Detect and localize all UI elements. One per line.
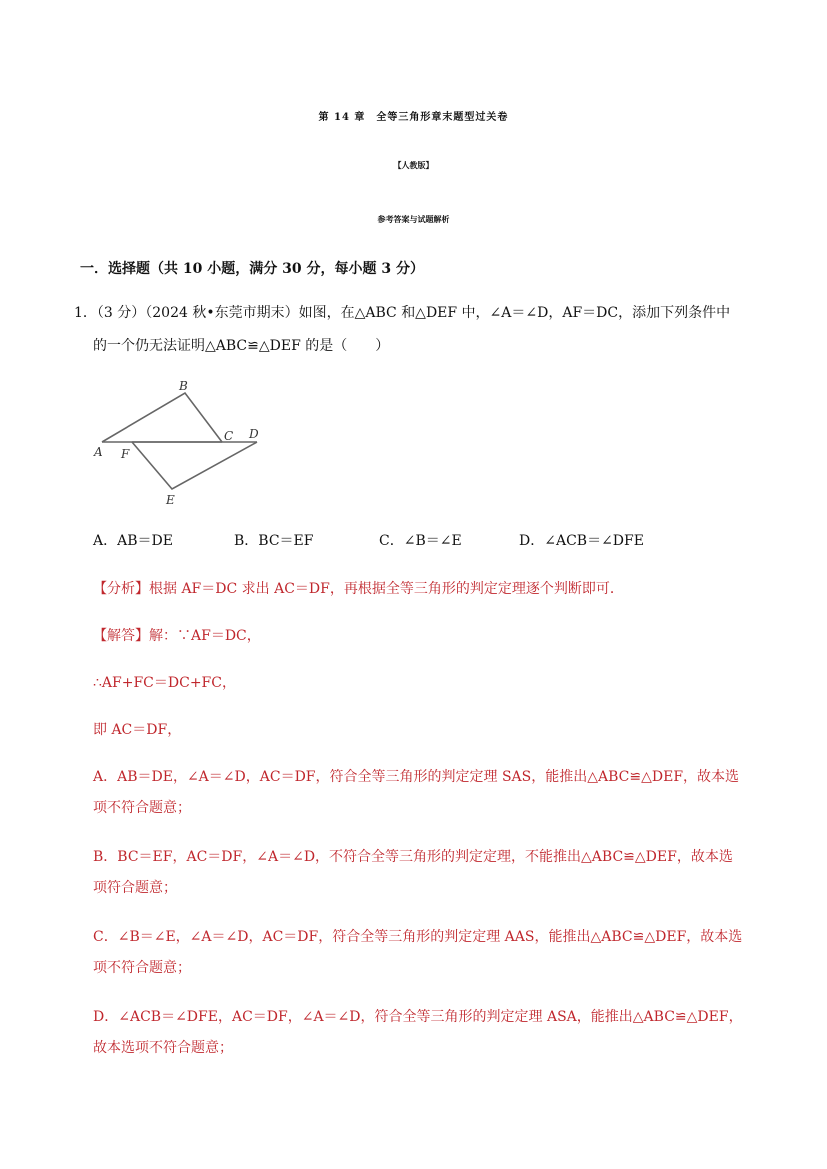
triangle-figure (92, 378, 282, 517)
solution-line-2: ∴AF+FC＝DC+FC， (93, 675, 236, 691)
option-d-analysis-line-1: D．∠ACB＝∠DFE，AC＝DF，∠A＝∠D，符合全等三角形的判定定理 ASA，能推出△ABC≌△DEF， (93, 1009, 743, 1025)
triangle-def-sides (132, 442, 257, 489)
option-c-analysis-line-1: C．∠B＝∠E，∠A＝∠D，AC＝DF，符合全等三角形的判定定理 AAS，能推出△ABC≌△DEF，故本选 (93, 929, 743, 945)
option-a: A．AB＝DE (93, 533, 173, 549)
solution-line-3: 即 AC＝DF， (93, 722, 182, 738)
option-b-analysis-line-1: B．BC＝EF，AC＝DF，∠A＝∠D，不符合全等三角形的判定定理，不能推出△ABC≌△DEF，故本选 (93, 849, 733, 865)
page-title: 第 14 章 全等三角形章末题型过关卷 (318, 112, 509, 123)
option-b: B．BC＝EF (234, 533, 314, 549)
solution-line-1: 【解答】解：∵AF＝DC， (93, 628, 261, 644)
option-a-analysis-line-2: 项不符合题意； (93, 800, 191, 816)
section-heading: 一．选择题（共 10 小题，满分 30 分，每小题 3 分） (80, 261, 424, 277)
option-c-analysis-line-2: 项不符合题意； (93, 960, 191, 976)
question-line-1: 1．（3 分）（2024 秋•东莞市期末）如图，在△ABC 和△DEF 中，∠A＝∠D，AF＝DC，添加下列条件中 (74, 305, 731, 321)
option-a-analysis-line-1: A．AB＝DE，∠A＝∠D，AC＝DF，符合全等三角形的判定定理 SAS，能推出△ABC≌△DEF，故本选 (93, 769, 740, 785)
edition-label: 【人教版】 (393, 160, 434, 170)
option-d: D．∠ACB＝∠DFE (519, 533, 644, 549)
triangle-abc-sides (102, 393, 222, 442)
option-c: C．∠B＝∠E (379, 533, 462, 549)
analysis-text: 【分析】根据 AF＝DC 求出 AC＝DF，再根据全等三角形的判定定理逐个判断即可． (93, 581, 624, 597)
question-line-2: 的一个仍无法证明△ABC≌△DEF 的是（ ） (93, 338, 390, 354)
option-d-analysis-line-2: 故本选项不符合题意； (93, 1040, 233, 1056)
answer-caption: 参考答案与试题解析 (377, 214, 450, 224)
vertex-label-d: D (249, 427, 259, 441)
vertex-label-b: B (179, 379, 188, 393)
vertex-label-f: F (121, 447, 130, 461)
option-b-analysis-line-2: 项符合题意； (93, 880, 177, 896)
vertex-label-c: C (224, 429, 234, 443)
vertex-label-e: E (166, 493, 175, 507)
vertex-label-a: A (94, 445, 103, 459)
